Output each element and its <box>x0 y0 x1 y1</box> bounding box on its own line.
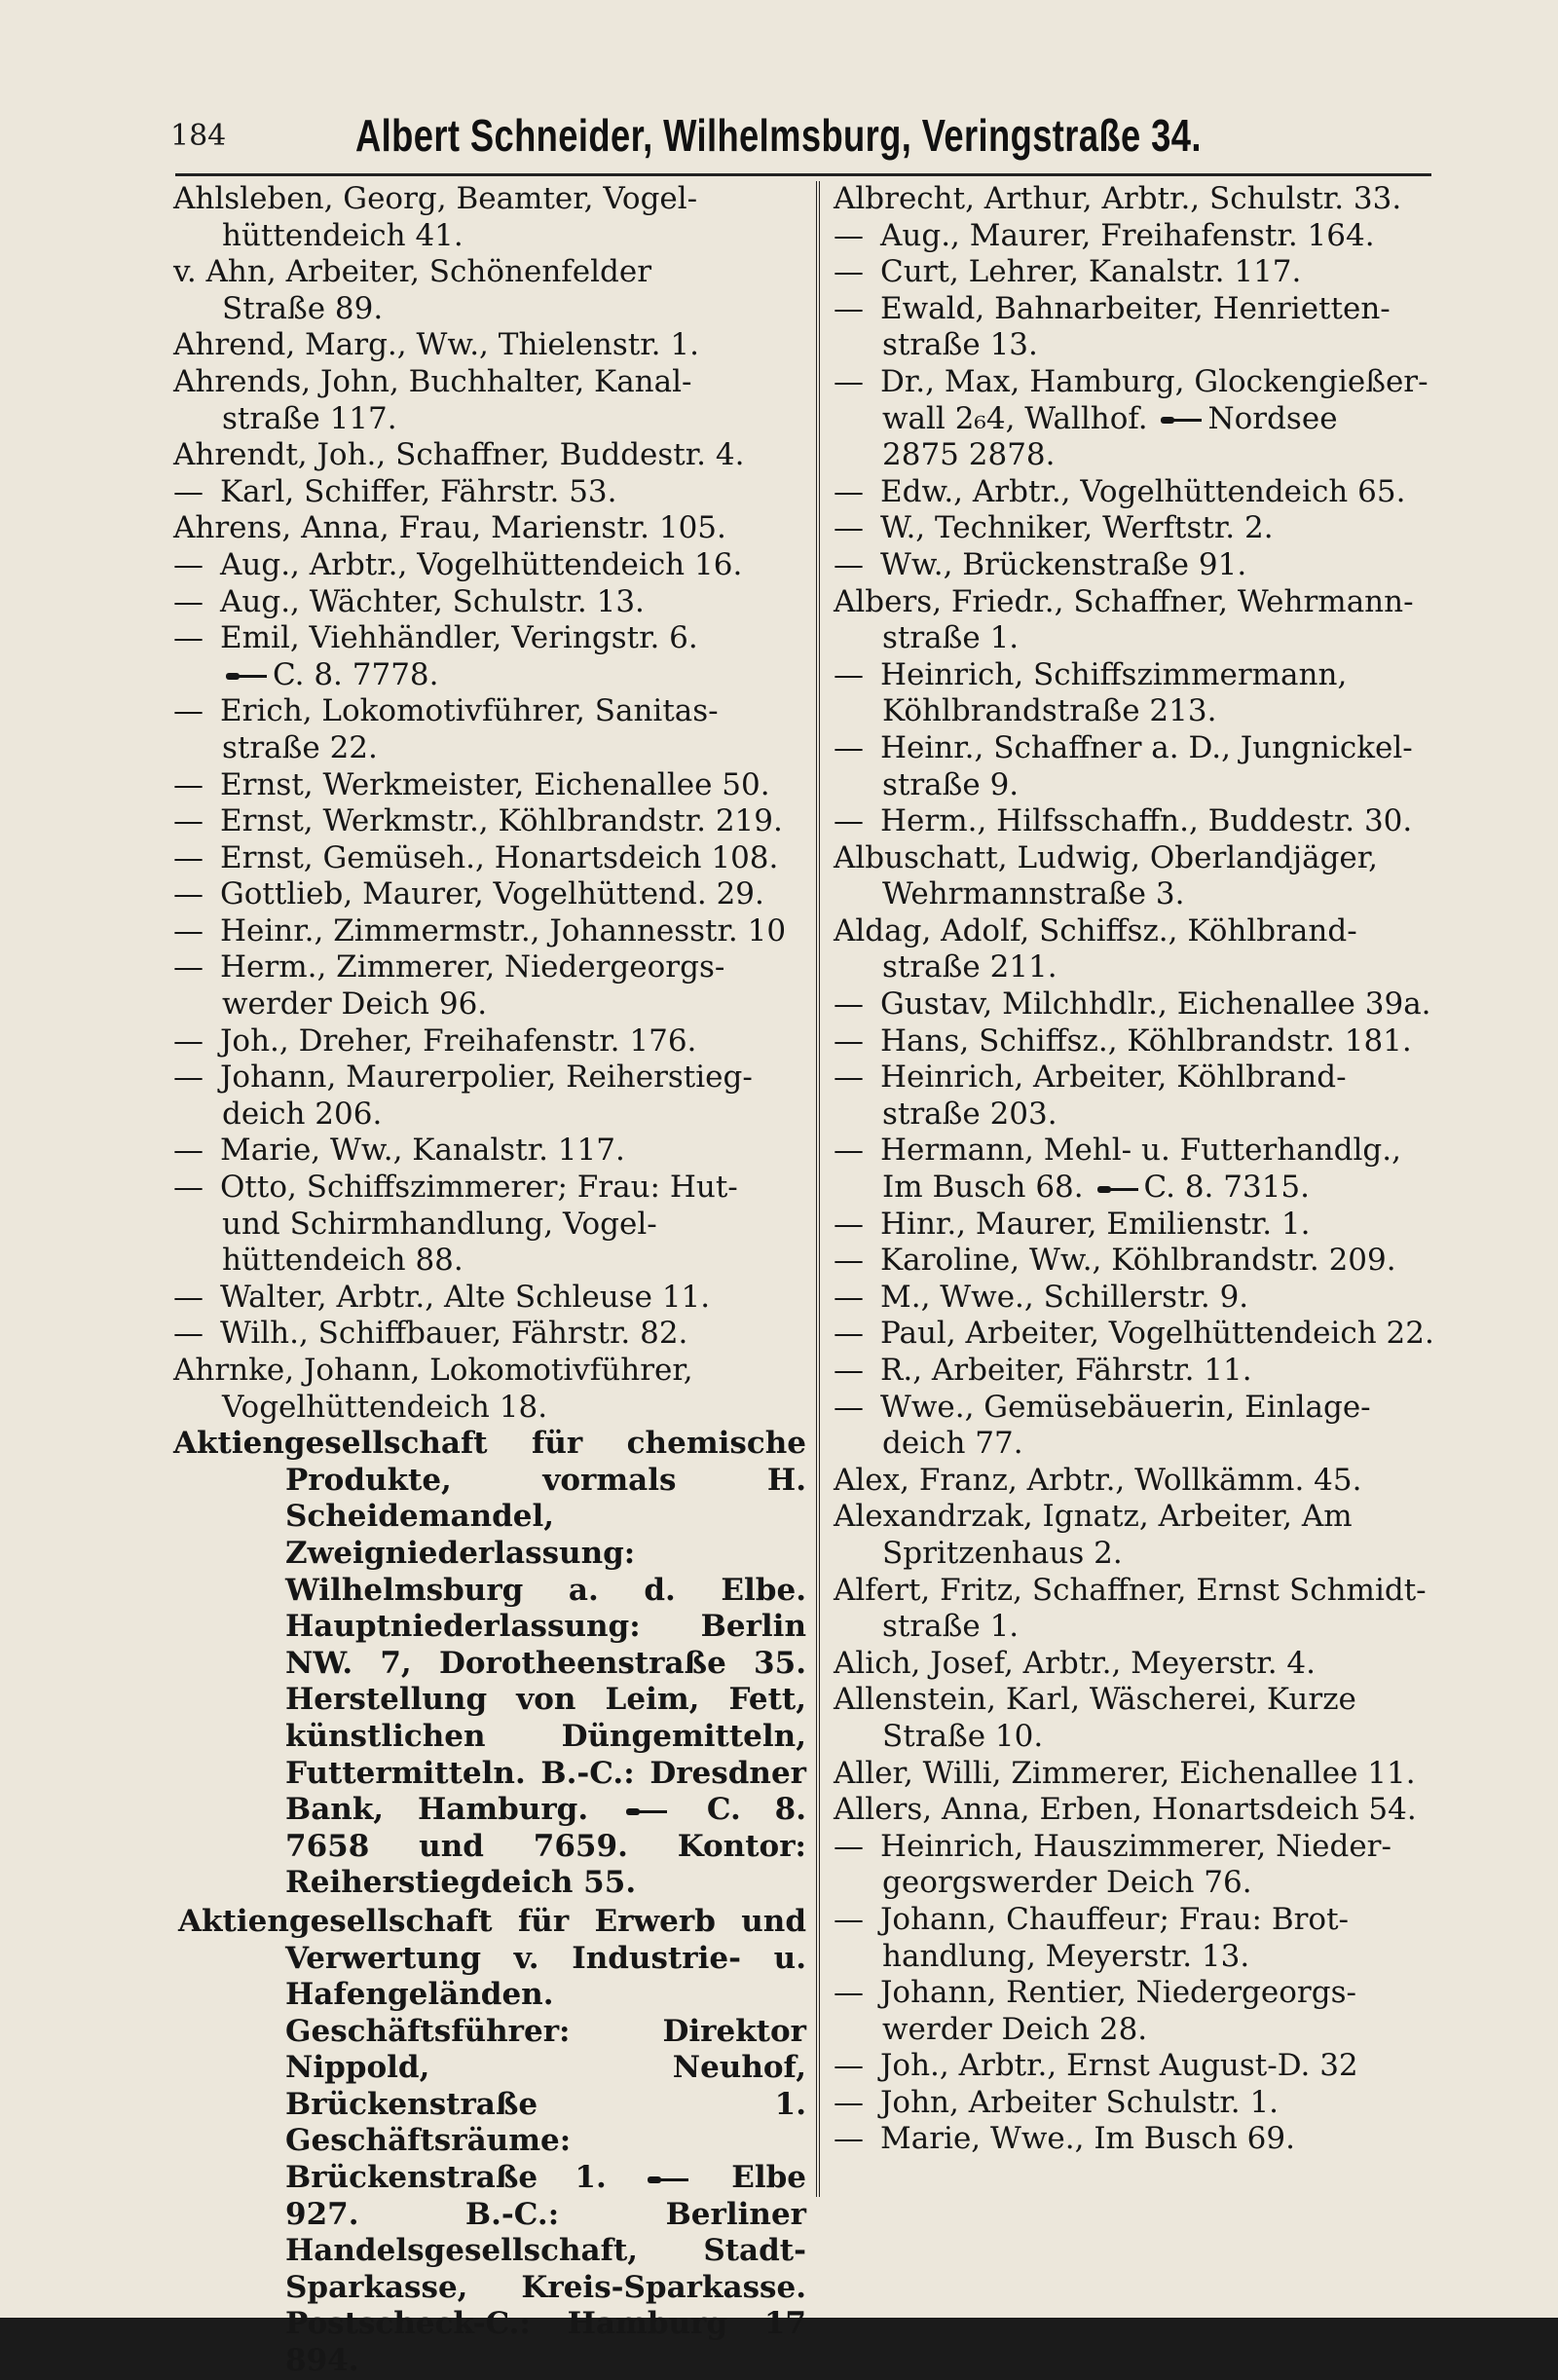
telephone-icon <box>1097 1183 1140 1195</box>
list-item: — Aug., Maurer, Freihafenstr. 164. <box>834 217 1375 253</box>
list-item: — Hans, Schiffsz., Köhlbrandstr. 181. <box>834 1023 1412 1059</box>
list-item: — W., Techniker, Werftstr. 2. <box>834 510 1274 546</box>
ditto-dash: — <box>834 510 864 546</box>
list-item: Aller, Willi, Zimmerer, Eichenallee 11. <box>834 1755 1416 1791</box>
ditto-dash: — <box>173 949 204 985</box>
list-item: — Heinr., Zimmermstr., Johannesstr. 10 <box>173 912 787 948</box>
ditto-dash: — <box>173 803 204 839</box>
header-rule <box>175 173 1431 176</box>
list-item: — Marie, Ww., Kanalstr. 117. <box>173 1133 625 1169</box>
ditto-dash: — <box>173 693 204 729</box>
list-item: Ahrnke, Johann, Lokomotivführer, Vogelhüttendeich 18. <box>173 1353 693 1425</box>
left-column <box>173 181 806 2380</box>
ditto-dash: — <box>173 620 204 656</box>
list-item: v. Ahn, Arbeiter, Schönenfelder Straße 89. <box>173 254 652 326</box>
list-item: — M., Wwe., Schillerstr. 9. <box>834 1279 1249 1315</box>
list-item: — John, Arbeiter Schulstr. 1. <box>834 2084 1280 2120</box>
ditto-dash: — <box>834 1206 864 1242</box>
list-item: — Dr., Max, Hamburg, Glockengießer- wall 2₆4, Wallhof. Nordsee 2875 2878. <box>834 363 1428 473</box>
list-item: — Joh., Dreher, Freihafenstr. 176. <box>173 1023 697 1059</box>
list-item: — Johann, Rentier, Niedergeorgs- werder Deich 28. <box>834 1975 1356 2047</box>
ditto-dash: — <box>834 656 864 692</box>
ditto-dash: — <box>834 729 864 765</box>
list-item: Ahrend, Marg., Ww., Thielenstr. 1. <box>173 327 699 363</box>
list-item: Alex, Franz, Arbtr., Wollkämm. 45. <box>834 1462 1362 1498</box>
telephone-icon <box>1161 414 1204 426</box>
telephone-icon <box>226 670 269 682</box>
list-item: — Karoline, Ww., Köhlbrandstr. 209. <box>834 1243 1396 1279</box>
ditto-dash: — <box>834 1975 864 2011</box>
ditto-dash: — <box>834 1243 864 1279</box>
ditto-dash: — <box>173 912 204 948</box>
list-item: Albrecht, Arthur, Arbtr., Schulstr. 33. <box>834 181 1402 216</box>
ditto-dash: — <box>173 1316 204 1352</box>
ditto-dash: — <box>173 1133 204 1169</box>
list-item: — Ernst, Gemüseh., Honartsdeich 108. <box>173 839 779 875</box>
ditto-dash: — <box>173 766 204 802</box>
list-item: — Paul, Arbeiter, Vogelhüttendeich 22. <box>834 1316 1434 1352</box>
list-item: — Herm., Hilfsschaffn., Buddestr. 30. <box>834 803 1413 839</box>
list-item: — Joh., Arbtr., Ernst August-D. 32 <box>834 2048 1358 2084</box>
list-item: Albers, Friedr., Schaffner, Wehrmann- straße 1. <box>834 583 1414 656</box>
list-item: — Ww., Brückenstraße 91. <box>834 546 1247 582</box>
ditto-dash: — <box>173 1170 204 1206</box>
ditto-dash: — <box>834 363 864 399</box>
list-item: — Curt, Lehrer, Kanalstr. 117. <box>834 254 1302 290</box>
ditto-dash: — <box>834 2048 864 2084</box>
list-item: Alich, Josef, Arbtr., Meyerstr. 4. <box>834 1645 1316 1681</box>
list-item: Aldag, Adolf, Schiffsz., Köhlbrand- straße 211. <box>834 912 1357 985</box>
list-item: — Gustav, Milchhdlr., Eichenallee 39a. <box>834 986 1431 1023</box>
ditto-dash: — <box>173 1279 204 1315</box>
list-item: Ahrends, John, Buchhalter, Kanal- straße 117. <box>173 363 692 436</box>
list-item: — Johann, Chauffeur; Frau: Brot- handlung, Meyerstr. 13. <box>834 1901 1350 1974</box>
ditto-dash: — <box>834 546 864 582</box>
telephone-icon <box>648 2174 690 2185</box>
list-item: — Heinrich, Schiffszimmermann, Köhlbrandstraße 213. <box>834 656 1348 729</box>
list-item: — Otto, Schiffszimmerer; Frau: Hut- und Schirmhandlung, Vogel- hüttendeich 88. <box>173 1170 738 1279</box>
list-item: Ahrendt, Joh., Schaffner, Buddestr. 4. <box>173 437 745 473</box>
ditto-dash: — <box>173 839 204 875</box>
page-number: 184 <box>170 119 227 153</box>
telephone-icon <box>626 1805 669 1817</box>
list-item: — Hermann, Mehl- u. Futterhandlg., Im Busch 68. C. 8. 7315. <box>834 1133 1401 1206</box>
column-divider <box>816 181 820 2197</box>
list-item: — Hinr., Maurer, Emilienstr. 1. <box>834 1206 1311 1242</box>
ditto-dash: — <box>173 473 204 509</box>
list-item: — Marie, Wwe., Im Busch 69. <box>834 2121 1295 2157</box>
list-item: — Aug., Arbtr., Vogelhüttendeich 16. <box>173 546 743 582</box>
ditto-dash: — <box>834 1353 864 1388</box>
list-item: — Edw., Arbtr., Vogelhüttendeich 65. <box>834 473 1406 509</box>
list-item: Albuschatt, Ludwig, Oberlandjäger, Wehrmannstraße 3. <box>834 839 1379 912</box>
list-item: Allers, Anna, Erben, Honartsdeich 54. <box>834 1792 1417 1828</box>
ditto-dash: — <box>834 1316 864 1352</box>
list-item: — Walter, Arbtr., Alte Schleuse 11. <box>173 1279 711 1315</box>
list-item: — Heinrich, Hauszimmerer, Nieder- georgswerder Deich 76. <box>834 1828 1391 1901</box>
right-column <box>834 181 1457 2158</box>
page-header <box>170 109 1436 169</box>
ditto-dash: — <box>173 1060 204 1096</box>
list-item: Ahlsleben, Georg, Beamter, Vogel- hüttendeich 41. <box>173 181 698 253</box>
ditto-dash: — <box>834 1023 864 1059</box>
ditto-dash: — <box>834 1279 864 1315</box>
list-item: — Karl, Schiffer, Fährstr. 53. <box>173 473 617 509</box>
ditto-dash: — <box>834 290 864 326</box>
ditto-dash: — <box>834 2084 864 2120</box>
list-item: — Ernst, Werkmstr., Köhlbrandstr. 219. <box>173 803 783 839</box>
list-item: — Gottlieb, Maurer, Vogelhüttend. 29. <box>173 876 764 912</box>
list-item: — Wilh., Schiffbauer, Fährstr. 82. <box>173 1316 688 1352</box>
ditto-dash: — <box>834 217 864 253</box>
list-item: — Erich, Lokomotivführer, Sanitas- straße 22. <box>173 693 719 765</box>
ditto-dash: — <box>834 254 864 290</box>
firm-entry-industrie-hafengelaende: Aktiengesellschaft für Erwerb und Verwertung v. Industrie- u. Hafengeländen. Geschäftsführer: Direktor Nippold, Neuhof, Brückenstraße 1. Geschäftsräume: Brückenstraße 1. Elbe 927. B.-C.: Berliner Handelsgesellschaft, Stadt-Sparkasse, Kreis-Sparkasse. Postscheck-C.: Hamburg 17 894. <box>178 1903 807 2379</box>
list-item: — Johann, Maurerpolier, Reiherstieg- deich 206. <box>173 1060 753 1132</box>
list-item: — Ernst, Werkmeister, Eichenallee 50. <box>173 766 770 802</box>
list-item: — Heinrich, Arbeiter, Köhlbrand- straße 203. <box>834 1060 1347 1132</box>
ditto-dash: — <box>834 1901 864 1937</box>
firm-entry-chemische-produkte: Aktiengesellschaft für chemische Produkte, vormals H. Scheidemandel, Zweigniederlassung: Wilhelmsburg a. d. Elbe. Hauptniederlassung: Berlin NW. 7, Dorotheenstraße 35. Herstellung von Leim, Fett, künstlichen Düngemitteln, Futtermitteln. B.-C.: Dresdner Bank, Hamburg. C. 8. 7658 und 7659. Kontor: Reiherstiegdeich 55. <box>173 1426 807 1901</box>
ditto-dash: — <box>173 876 204 912</box>
running-title: Albert Schneider, Wilhelmsburg, Veringstraße 34. <box>355 110 1202 161</box>
list-item: Ahrens, Anna, Frau, Marienstr. 105. <box>173 510 726 546</box>
ditto-dash: — <box>834 803 864 839</box>
ditto-dash: — <box>834 1828 864 1864</box>
ditto-dash: — <box>173 1023 204 1059</box>
list-item: — Aug., Wächter, Schulstr. 13. <box>173 583 645 619</box>
list-item: — Ewald, Bahnarbeiter, Henrietten- straße 13. <box>834 290 1391 363</box>
list-item: — Emil, Viehhändler, Veringstr. 6. C. 8. 7778. <box>173 620 698 692</box>
list-item: Alfert, Fritz, Schaffner, Ernst Schmidt- straße 1. <box>834 1572 1427 1645</box>
ditto-dash: — <box>834 1133 864 1169</box>
ditto-dash: — <box>834 1389 864 1425</box>
list-item: — Wwe., Gemüsebäuerin, Einlage- deich 77. <box>834 1389 1371 1462</box>
ditto-dash: — <box>834 473 864 509</box>
list-item: Alexandrzak, Ignatz, Arbeiter, Am Spritzenhaus 2. <box>834 1499 1353 1571</box>
ditto-dash: — <box>834 986 864 1023</box>
ditto-dash: — <box>173 546 204 582</box>
list-item: — Herm., Zimmerer, Niedergeorgs- werder Deich 96. <box>173 949 725 1023</box>
ditto-dash: — <box>173 583 204 619</box>
ditto-dash: — <box>834 1060 864 1096</box>
list-item: Allenstein, Karl, Wäscherei, Kurze Straße 10. <box>834 1682 1356 1754</box>
ditto-dash: — <box>834 2121 864 2157</box>
list-item: — Heinr., Schaffner a. D., Jungnickel- straße 9. <box>834 729 1413 802</box>
list-item: — R., Arbeiter, Fährstr. 11. <box>834 1353 1252 1388</box>
